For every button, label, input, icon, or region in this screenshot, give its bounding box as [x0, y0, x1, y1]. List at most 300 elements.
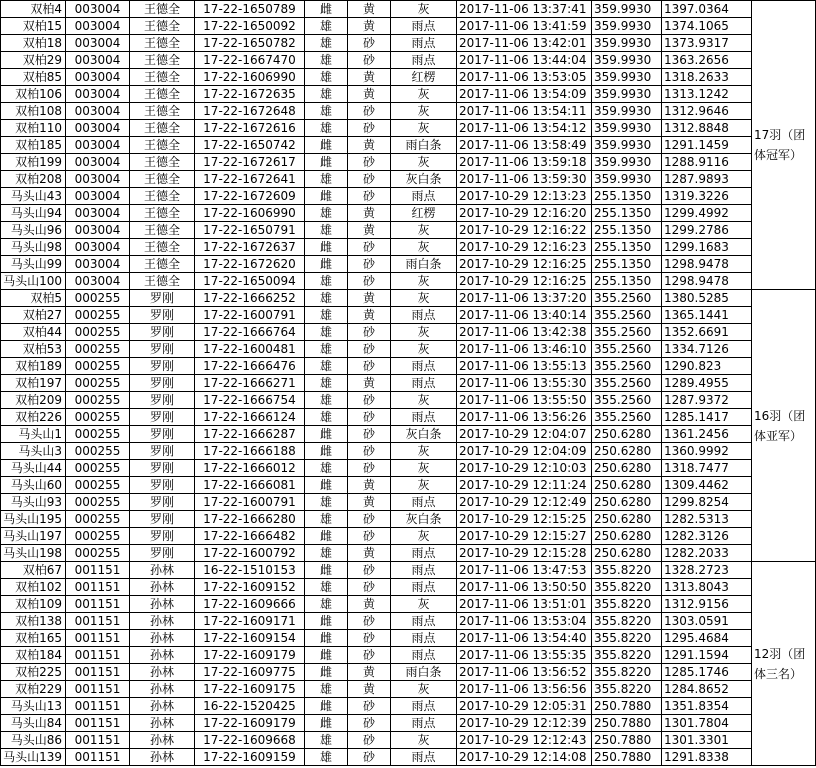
pigeon-name-cell: 马头山139 [1, 749, 66, 766]
sex-cell: 雄 [305, 511, 348, 528]
table-row [1, 698, 816, 715]
feather-cell: 灰 [391, 341, 457, 358]
eye-cell: 黄 [348, 477, 391, 494]
pigeon-name-cell: 双柏29 [1, 52, 66, 69]
owner-cell: 王德全 [130, 52, 195, 69]
sex-cell: 雄 [305, 307, 348, 324]
speed-cell: 1285.1746 [662, 664, 752, 681]
speed-cell: 1374.1065 [662, 18, 752, 35]
arrival-time-cell: 2017-11-06 13:44:04 [457, 52, 592, 69]
table-row [1, 205, 816, 222]
feather-cell: 灰 [391, 86, 457, 103]
owner-cell: 王德全 [130, 1, 195, 18]
eye-cell: 黄 [348, 205, 391, 222]
owner-cell: 王德全 [130, 120, 195, 137]
member-id-cell: 003004 [66, 222, 130, 239]
table-row [1, 426, 816, 443]
distance-cell: 359.9930 [592, 18, 662, 35]
sex-cell: 雌 [305, 426, 348, 443]
owner-cell: 王德全 [130, 239, 195, 256]
feather-cell: 灰 [391, 239, 457, 256]
eye-cell: 砂 [348, 579, 391, 596]
distance-cell: 355.8220 [592, 630, 662, 647]
speed-cell: 1284.8652 [662, 681, 752, 698]
table-row [1, 256, 816, 273]
distance-cell: 355.8220 [592, 613, 662, 630]
sex-cell: 雌 [305, 477, 348, 494]
distance-cell: 359.9930 [592, 171, 662, 188]
sex-cell: 雄 [305, 494, 348, 511]
eye-cell: 黄 [348, 681, 391, 698]
ring-number-cell: 17-22-1666012 [195, 460, 305, 477]
pigeon-name-cell: 马头山3 [1, 443, 66, 460]
member-id-cell: 001151 [66, 749, 130, 766]
owner-cell: 罗刚 [130, 545, 195, 562]
table-row [1, 749, 816, 766]
owner-cell: 孙林 [130, 613, 195, 630]
owner-cell: 罗刚 [130, 341, 195, 358]
eye-cell: 砂 [348, 120, 391, 137]
speed-cell: 1299.8254 [662, 494, 752, 511]
speed-cell: 1291.1459 [662, 137, 752, 154]
eye-cell: 砂 [348, 52, 391, 69]
pigeon-name-cell: 双柏53 [1, 341, 66, 358]
table-row [1, 630, 816, 647]
owner-cell: 罗刚 [130, 494, 195, 511]
sex-cell: 雄 [305, 324, 348, 341]
pigeon-name-cell: 双柏44 [1, 324, 66, 341]
member-id-cell: 000255 [66, 358, 130, 375]
speed-cell: 1363.2656 [662, 52, 752, 69]
arrival-time-cell: 2017-10-29 12:16:25 [457, 273, 592, 290]
member-id-cell: 003004 [66, 137, 130, 154]
feather-cell: 灰 [391, 273, 457, 290]
pigeon-name-cell: 双柏229 [1, 681, 66, 698]
speed-cell: 1282.2033 [662, 545, 752, 562]
arrival-time-cell: 2017-10-29 12:12:43 [457, 732, 592, 749]
ring-number-cell: 17-22-1600791 [195, 307, 305, 324]
sex-cell: 雄 [305, 273, 348, 290]
sex-cell: 雄 [305, 341, 348, 358]
speed-cell: 1289.4955 [662, 375, 752, 392]
table-row [1, 120, 816, 137]
feather-cell: 红楞 [391, 69, 457, 86]
distance-cell: 355.2560 [592, 409, 662, 426]
table-row [1, 545, 816, 562]
eye-cell: 砂 [348, 256, 391, 273]
table-row [1, 137, 816, 154]
arrival-time-cell: 2017-11-06 13:55:13 [457, 358, 592, 375]
distance-cell: 359.9930 [592, 1, 662, 18]
pigeon-name-cell: 马头山94 [1, 205, 66, 222]
ring-number-cell: 17-22-1609152 [195, 579, 305, 596]
owner-cell: 孙林 [130, 715, 195, 732]
feather-cell: 灰 [391, 324, 457, 341]
owner-cell: 罗刚 [130, 443, 195, 460]
table-row [1, 562, 816, 579]
distance-cell: 255.1350 [592, 239, 662, 256]
feather-cell: 雨点 [391, 18, 457, 35]
sex-cell: 雄 [305, 120, 348, 137]
ring-number-cell: 17-22-1609159 [195, 749, 305, 766]
pigeon-name-cell: 双柏108 [1, 103, 66, 120]
table-row [1, 596, 816, 613]
eye-cell: 黄 [348, 596, 391, 613]
distance-cell: 359.9930 [592, 86, 662, 103]
speed-cell: 1287.9893 [662, 171, 752, 188]
sex-cell: 雌 [305, 137, 348, 154]
sex-cell: 雄 [305, 579, 348, 596]
member-id-cell: 003004 [66, 52, 130, 69]
speed-cell: 1291.1594 [662, 647, 752, 664]
pigeon-name-cell: 马头山43 [1, 188, 66, 205]
ring-number-cell: 17-22-1672616 [195, 120, 305, 137]
ring-number-cell: 17-22-1666124 [195, 409, 305, 426]
pigeon-name-cell: 双柏225 [1, 664, 66, 681]
speed-cell: 1301.7804 [662, 715, 752, 732]
member-id-cell: 001151 [66, 664, 130, 681]
owner-cell: 罗刚 [130, 307, 195, 324]
speed-cell: 1287.9372 [662, 392, 752, 409]
feather-cell: 灰 [391, 460, 457, 477]
owner-cell: 王德全 [130, 69, 195, 86]
table-row [1, 307, 816, 324]
table-row [1, 290, 816, 307]
member-id-cell: 000255 [66, 324, 130, 341]
member-id-cell: 003004 [66, 103, 130, 120]
ring-number-cell: 17-22-1650789 [195, 1, 305, 18]
pigeon-name-cell: 双柏67 [1, 562, 66, 579]
member-id-cell: 000255 [66, 307, 130, 324]
member-id-cell: 000255 [66, 443, 130, 460]
pigeon-name-cell: 马头山98 [1, 239, 66, 256]
arrival-time-cell: 2017-11-06 13:50:50 [457, 579, 592, 596]
owner-cell: 孙林 [130, 664, 195, 681]
member-id-cell: 003004 [66, 239, 130, 256]
member-id-cell: 003004 [66, 120, 130, 137]
eye-cell: 黄 [348, 69, 391, 86]
arrival-time-cell: 2017-11-06 13:54:09 [457, 86, 592, 103]
owner-cell: 罗刚 [130, 358, 195, 375]
pigeon-name-cell: 马头山96 [1, 222, 66, 239]
pigeon-name-cell: 双柏138 [1, 613, 66, 630]
ring-number-cell: 17-22-1600481 [195, 341, 305, 358]
distance-cell: 255.1350 [592, 273, 662, 290]
pigeon-name-cell: 马头山84 [1, 715, 66, 732]
pigeon-name-cell: 双柏102 [1, 579, 66, 596]
distance-cell: 250.7880 [592, 732, 662, 749]
sex-cell: 雌 [305, 188, 348, 205]
owner-cell: 罗刚 [130, 409, 195, 426]
pigeon-name-cell: 马头山195 [1, 511, 66, 528]
pigeon-name-cell: 双柏209 [1, 392, 66, 409]
distance-cell: 250.6280 [592, 528, 662, 545]
table-row [1, 341, 816, 358]
member-id-cell: 003004 [66, 188, 130, 205]
sex-cell: 雄 [305, 171, 348, 188]
ring-number-cell: 17-22-1650791 [195, 222, 305, 239]
pigeon-name-cell: 双柏18 [1, 35, 66, 52]
sex-cell: 雄 [305, 460, 348, 477]
ring-number-cell: 17-22-1672637 [195, 239, 305, 256]
table-row [1, 664, 816, 681]
distance-cell: 355.8220 [592, 681, 662, 698]
table-row [1, 613, 816, 630]
table-row [1, 239, 816, 256]
distance-cell: 250.6280 [592, 494, 662, 511]
feather-cell: 雨点 [391, 647, 457, 664]
ring-number-cell: 17-22-1650092 [195, 18, 305, 35]
arrival-time-cell: 2017-10-29 12:16:22 [457, 222, 592, 239]
feather-cell: 雨点 [391, 715, 457, 732]
eye-cell: 砂 [348, 324, 391, 341]
pigeon-name-cell: 双柏165 [1, 630, 66, 647]
eye-cell: 砂 [348, 528, 391, 545]
feather-cell: 灰 [391, 222, 457, 239]
ring-number-cell: 17-22-1666287 [195, 426, 305, 443]
sex-cell: 雌 [305, 528, 348, 545]
eye-cell: 砂 [348, 154, 391, 171]
owner-cell: 王德全 [130, 171, 195, 188]
speed-cell: 1397.0364 [662, 1, 752, 18]
ring-number-cell: 17-22-1667470 [195, 52, 305, 69]
ring-number-cell: 17-22-1609171 [195, 613, 305, 630]
eye-cell: 黄 [348, 494, 391, 511]
arrival-time-cell: 2017-10-29 12:10:03 [457, 460, 592, 477]
arrival-time-cell: 2017-10-29 12:04:09 [457, 443, 592, 460]
speed-cell: 1312.9646 [662, 103, 752, 120]
pigeon-name-cell: 双柏15 [1, 18, 66, 35]
speed-cell: 1295.4684 [662, 630, 752, 647]
owner-cell: 王德全 [130, 137, 195, 154]
owner-cell: 罗刚 [130, 375, 195, 392]
speed-cell: 1290.823 [662, 358, 752, 375]
feather-cell: 雨点 [391, 630, 457, 647]
table-row [1, 715, 816, 732]
table-row [1, 511, 816, 528]
eye-cell: 砂 [348, 698, 391, 715]
ring-number-cell: 17-22-1609175 [195, 681, 305, 698]
ring-number-cell: 17-22-1672648 [195, 103, 305, 120]
owner-cell: 孙林 [130, 732, 195, 749]
table-row [1, 171, 816, 188]
table-row [1, 443, 816, 460]
team-rank-note: 17羽（团体冠军） [752, 1, 816, 290]
arrival-time-cell: 2017-10-29 12:05:31 [457, 698, 592, 715]
owner-cell: 罗刚 [130, 290, 195, 307]
sex-cell: 雄 [305, 596, 348, 613]
ring-number-cell: 17-22-1672641 [195, 171, 305, 188]
owner-cell: 孙林 [130, 630, 195, 647]
sex-cell: 雄 [305, 749, 348, 766]
member-id-cell: 001151 [66, 681, 130, 698]
table-row [1, 409, 816, 426]
sex-cell: 雌 [305, 630, 348, 647]
member-id-cell: 003004 [66, 171, 130, 188]
member-id-cell: 003004 [66, 86, 130, 103]
sex-cell: 雌 [305, 715, 348, 732]
feather-cell: 雨点 [391, 545, 457, 562]
distance-cell: 250.6280 [592, 460, 662, 477]
distance-cell: 355.8220 [592, 664, 662, 681]
pigeon-name-cell: 马头山100 [1, 273, 66, 290]
arrival-time-cell: 2017-10-29 12:11:24 [457, 477, 592, 494]
arrival-time-cell: 2017-11-06 13:56:52 [457, 664, 592, 681]
member-id-cell: 003004 [66, 69, 130, 86]
arrival-time-cell: 2017-11-06 13:55:35 [457, 647, 592, 664]
table-row [1, 681, 816, 698]
pigeon-name-cell: 双柏189 [1, 358, 66, 375]
member-id-cell: 001151 [66, 562, 130, 579]
ring-number-cell: 17-22-1606990 [195, 69, 305, 86]
arrival-time-cell: 2017-11-06 13:56:56 [457, 681, 592, 698]
table-row [1, 732, 816, 749]
owner-cell: 罗刚 [130, 324, 195, 341]
feather-cell: 灰 [391, 596, 457, 613]
speed-cell: 1360.9992 [662, 443, 752, 460]
ring-number-cell: 17-22-1609775 [195, 664, 305, 681]
owner-cell: 王德全 [130, 154, 195, 171]
eye-cell: 黄 [348, 137, 391, 154]
feather-cell: 灰 [391, 392, 457, 409]
pigeon-name-cell: 马头山60 [1, 477, 66, 494]
arrival-time-cell: 2017-11-06 13:42:01 [457, 35, 592, 52]
speed-cell: 1299.1683 [662, 239, 752, 256]
owner-cell: 孙林 [130, 562, 195, 579]
owner-cell: 孙林 [130, 681, 195, 698]
table-row [1, 494, 816, 511]
owner-cell: 王德全 [130, 256, 195, 273]
owner-cell: 王德全 [130, 35, 195, 52]
sex-cell: 雌 [305, 1, 348, 18]
pigeon-name-cell: 双柏4 [1, 1, 66, 18]
speed-cell: 1319.3226 [662, 188, 752, 205]
eye-cell: 黄 [348, 664, 391, 681]
sex-cell: 雄 [305, 222, 348, 239]
feather-cell: 雨点 [391, 52, 457, 69]
speed-cell: 1309.4462 [662, 477, 752, 494]
sex-cell: 雄 [305, 375, 348, 392]
speed-cell: 1313.1242 [662, 86, 752, 103]
owner-cell: 孙林 [130, 749, 195, 766]
owner-cell: 罗刚 [130, 426, 195, 443]
eye-cell: 砂 [348, 511, 391, 528]
member-id-cell: 003004 [66, 18, 130, 35]
arrival-time-cell: 2017-11-06 13:55:30 [457, 375, 592, 392]
ring-number-cell: 17-22-1672617 [195, 154, 305, 171]
speed-cell: 1380.5285 [662, 290, 752, 307]
table-row [1, 86, 816, 103]
table-row [1, 528, 816, 545]
eye-cell: 砂 [348, 460, 391, 477]
member-id-cell: 000255 [66, 375, 130, 392]
owner-cell: 孙林 [130, 647, 195, 664]
arrival-time-cell: 2017-10-29 12:04:07 [457, 426, 592, 443]
sex-cell: 雌 [305, 154, 348, 171]
eye-cell: 黄 [348, 307, 391, 324]
distance-cell: 355.2560 [592, 375, 662, 392]
feather-cell: 雨点 [391, 375, 457, 392]
speed-cell: 1373.9317 [662, 35, 752, 52]
feather-cell: 灰 [391, 443, 457, 460]
feather-cell: 灰 [391, 477, 457, 494]
member-id-cell: 000255 [66, 426, 130, 443]
pigeon-name-cell: 双柏199 [1, 154, 66, 171]
arrival-time-cell: 2017-10-29 12:16:20 [457, 205, 592, 222]
sex-cell: 雄 [305, 392, 348, 409]
member-id-cell: 003004 [66, 273, 130, 290]
sex-cell: 雌 [305, 562, 348, 579]
arrival-time-cell: 2017-11-06 13:37:41 [457, 1, 592, 18]
ring-number-cell: 17-22-1666482 [195, 528, 305, 545]
distance-cell: 250.6280 [592, 443, 662, 460]
distance-cell: 250.6280 [592, 426, 662, 443]
member-id-cell: 000255 [66, 409, 130, 426]
speed-cell: 1312.8848 [662, 120, 752, 137]
feather-cell: 灰 [391, 681, 457, 698]
feather-cell: 雨点 [391, 409, 457, 426]
distance-cell: 355.2560 [592, 341, 662, 358]
ring-number-cell: 17-22-1666280 [195, 511, 305, 528]
ring-number-cell: 17-22-1672609 [195, 188, 305, 205]
ring-number-cell: 17-22-1609179 [195, 647, 305, 664]
distance-cell: 250.7880 [592, 749, 662, 766]
feather-cell: 雨点 [391, 579, 457, 596]
ring-number-cell: 17-22-1650094 [195, 273, 305, 290]
feather-cell: 灰 [391, 290, 457, 307]
owner-cell: 王德全 [130, 103, 195, 120]
member-id-cell: 001151 [66, 596, 130, 613]
sex-cell: 雄 [305, 52, 348, 69]
eye-cell: 砂 [348, 715, 391, 732]
pigeon-name-cell: 双柏226 [1, 409, 66, 426]
arrival-time-cell: 2017-11-06 13:56:26 [457, 409, 592, 426]
table-row [1, 222, 816, 239]
ring-number-cell: 17-22-1609179 [195, 715, 305, 732]
pigeon-name-cell: 双柏106 [1, 86, 66, 103]
speed-cell: 1299.2786 [662, 222, 752, 239]
speed-cell: 1298.9478 [662, 273, 752, 290]
sex-cell: 雌 [305, 664, 348, 681]
arrival-time-cell: 2017-10-29 12:15:27 [457, 528, 592, 545]
member-id-cell: 001151 [66, 647, 130, 664]
owner-cell: 王德全 [130, 18, 195, 35]
member-id-cell: 001151 [66, 630, 130, 647]
eye-cell: 砂 [348, 239, 391, 256]
distance-cell: 255.1350 [592, 205, 662, 222]
arrival-time-cell: 2017-10-29 12:13:23 [457, 188, 592, 205]
arrival-time-cell: 2017-11-06 13:58:49 [457, 137, 592, 154]
feather-cell: 红楞 [391, 205, 457, 222]
sex-cell: 雄 [305, 35, 348, 52]
eye-cell: 砂 [348, 409, 391, 426]
member-id-cell: 003004 [66, 154, 130, 171]
pigeon-name-cell: 马头山44 [1, 460, 66, 477]
owner-cell: 孙林 [130, 579, 195, 596]
table-row [1, 392, 816, 409]
table-row [1, 477, 816, 494]
ring-number-cell: 16-22-1510153 [195, 562, 305, 579]
pigeon-name-cell: 双柏184 [1, 647, 66, 664]
arrival-time-cell: 2017-11-06 13:54:40 [457, 630, 592, 647]
feather-cell: 雨点 [391, 613, 457, 630]
speed-cell: 1291.8338 [662, 749, 752, 766]
ring-number-cell: 17-22-1672635 [195, 86, 305, 103]
arrival-time-cell: 2017-10-29 12:16:23 [457, 239, 592, 256]
pigeon-name-cell: 马头山86 [1, 732, 66, 749]
distance-cell: 355.2560 [592, 307, 662, 324]
speed-cell: 1351.8354 [662, 698, 752, 715]
